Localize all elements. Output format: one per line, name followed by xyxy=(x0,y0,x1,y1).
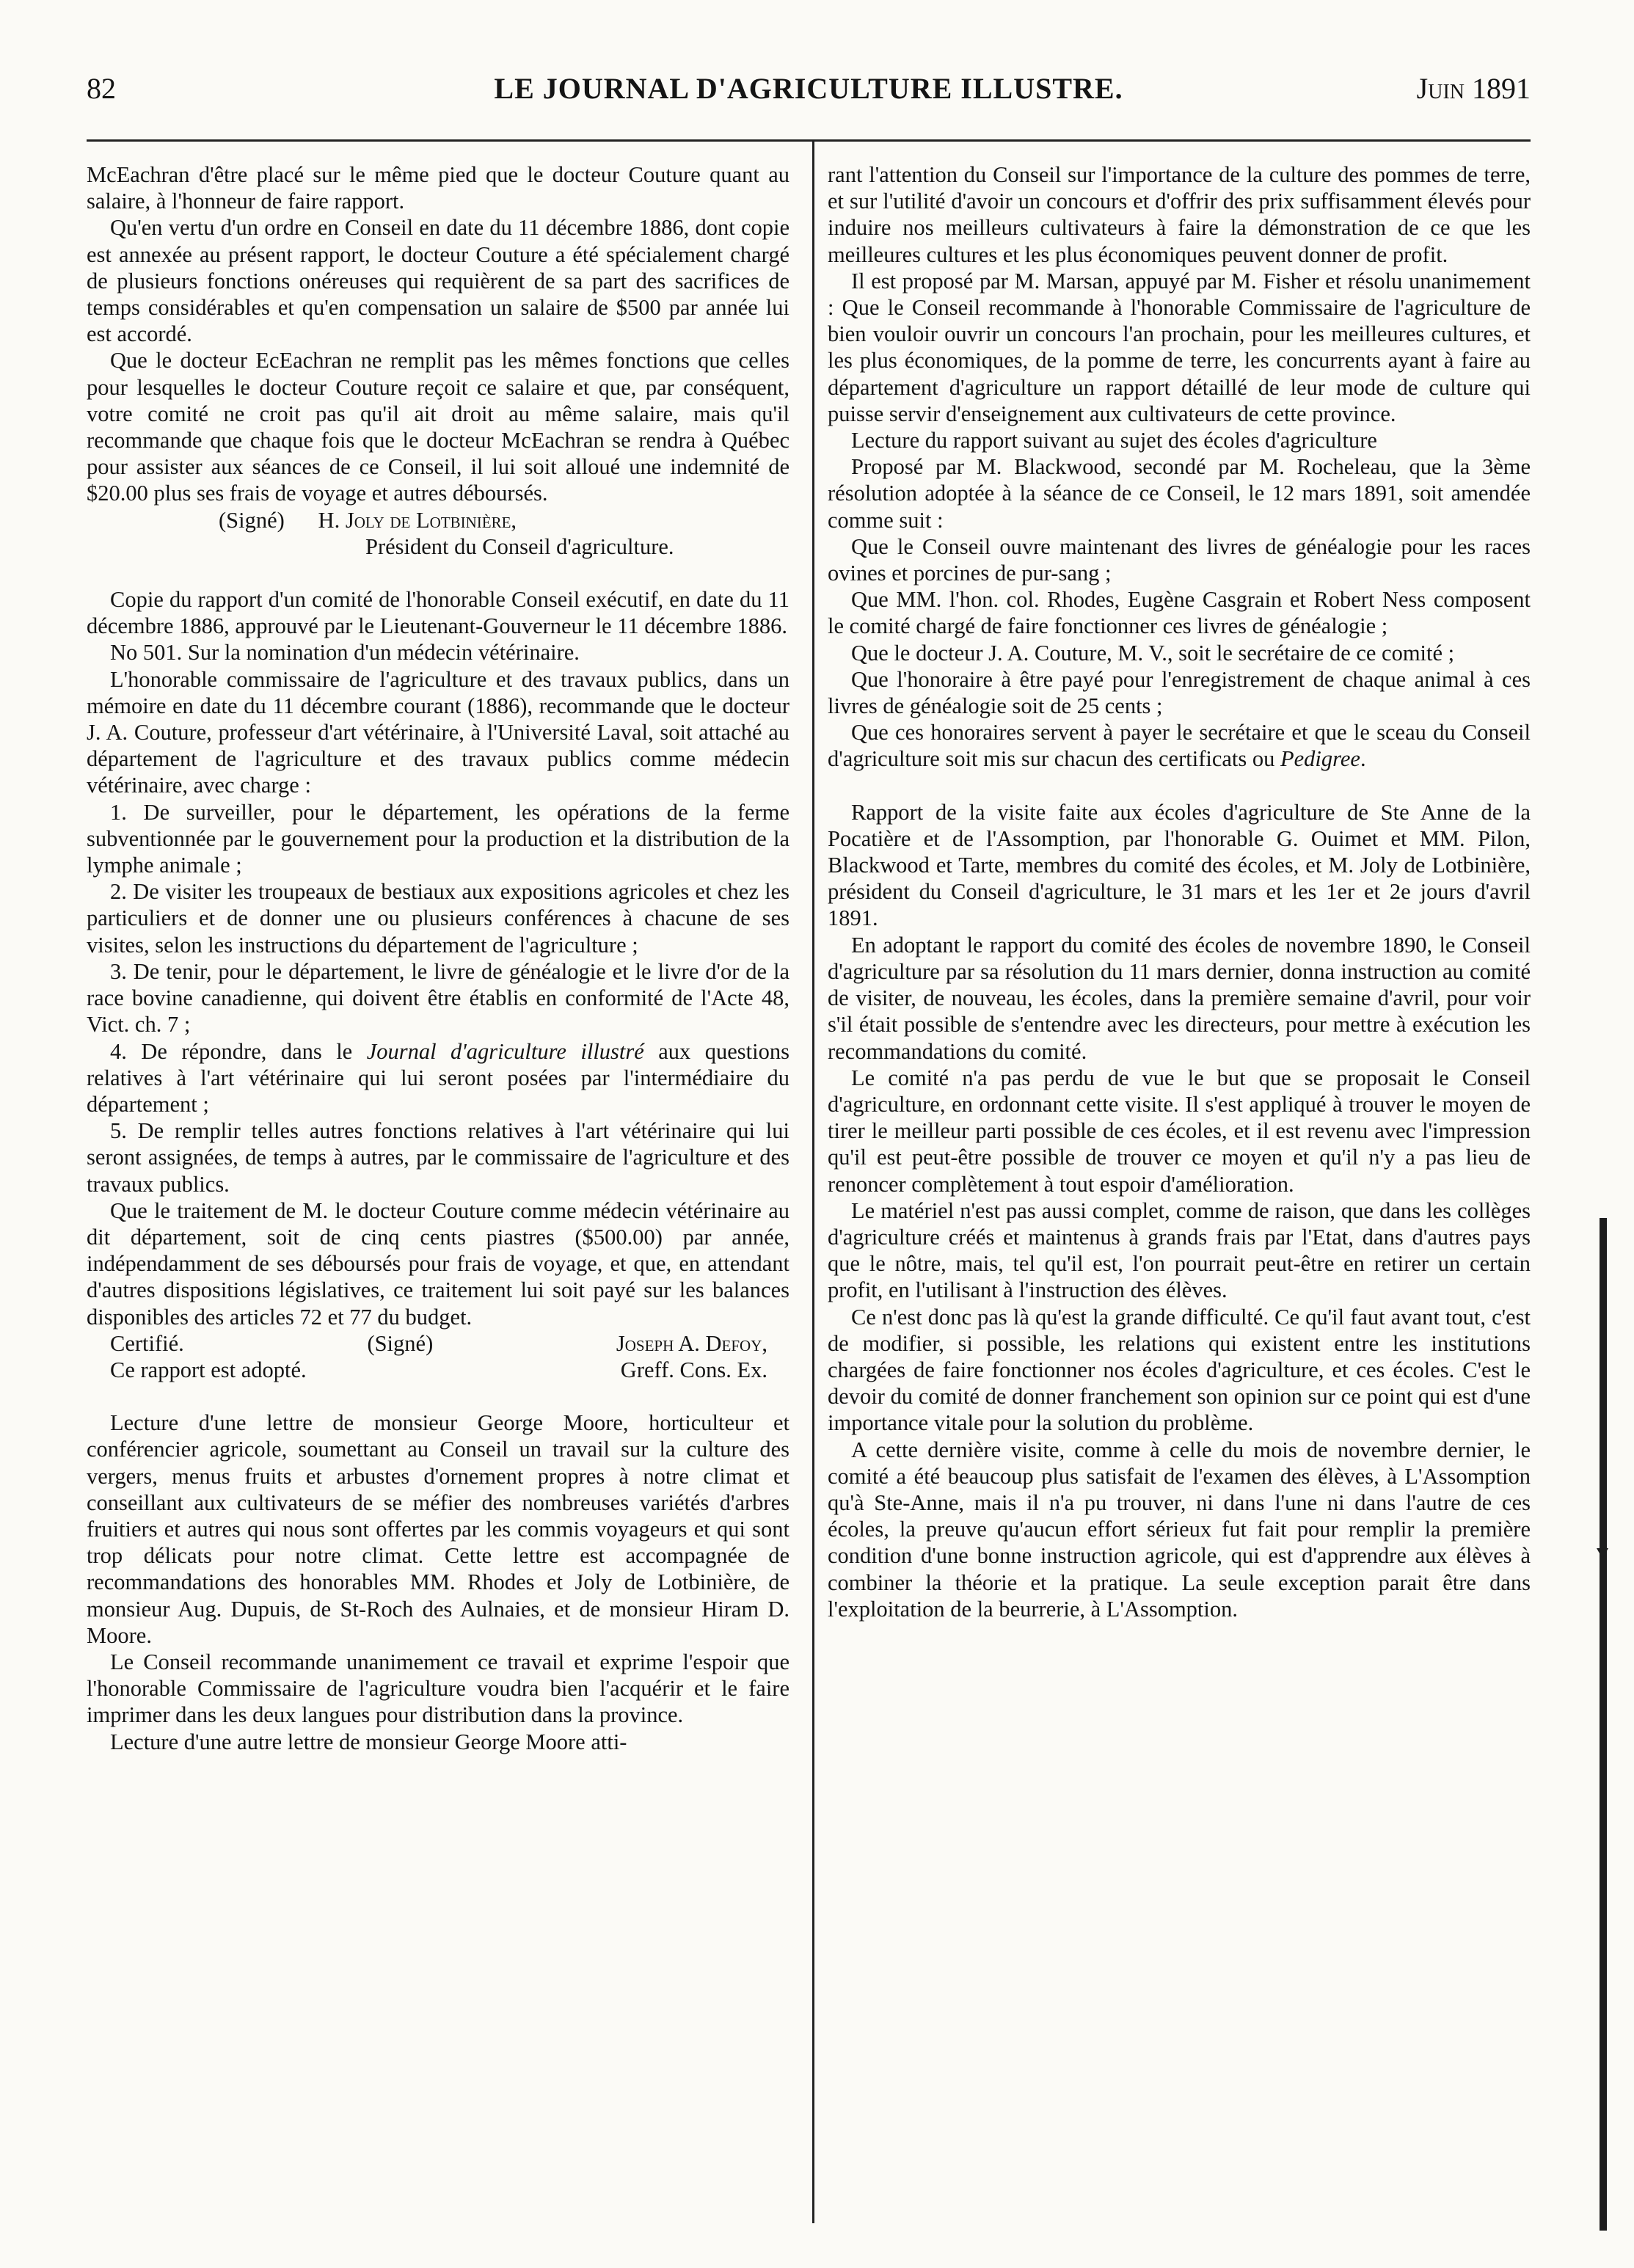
paragraph: McEachran d'être placé sur le même pied que le docteur Couture quant au salaire, à l'honneur de faire rapport. xyxy=(87,162,789,214)
paragraph: Que ces honoraires servent à payer le secrétaire et que le sceau du Conseil d'agriculture soit mis sur chacun des certificats ou Pedigree. xyxy=(828,720,1531,772)
paragraph: Qu'en vertu d'un ordre en Conseil en date du 11 décembre 1886, dont copie est annexée au présent rapport, le docteur Couture a été spécialement chargé de plusieurs fonctions onéreuses qui requièrent de sa part des sacrifices de temps considérables et qu'en compensation un salaire de $500 par année lui est accordé. xyxy=(87,215,789,347)
column-divider xyxy=(812,139,814,2223)
paragraph: rant l'attention du Conseil sur l'importance de la culture des pommes de terre, et sur l'utilité d'avoir un concours et d'offrir des prix suffisamment élevés pour induire nos meilleurs cultivateurs à faire la démonstration de ce que les meilleures cultures et les plus économiques peuvent donner de profit. xyxy=(828,162,1531,267)
paragraph: Le comité n'a pas perdu de vue le but que se proposait le Conseil d'agriculture, en ordonnant cette visite. Il s'est appliqué à trouver le moyen de tirer le meilleur parti possible de ces écoles, et il est revenu avec l'impression qu'il est peut-être possible de trouver ce moyen et qu'il n'y a pas lieu de renoncer complètement à tout espoir d'amélioration. xyxy=(828,1065,1531,1197)
paragraph: Ce n'est donc pas là qu'est la grande difficulté. Ce qu'il faut avant tout, c'est de modifier, si possible, les relations qui existent entre les institutions chargées de faire fonctionner nos écoles d'agriculture, et ces écoles. C'est le devoir du comité de donner franchement son opinion sur ce point qui est d'une importance vitale pour la solution du problème. xyxy=(828,1304,1531,1436)
journal-title: LE JOURNAL D'AGRICULTURE ILLUSTRE. xyxy=(494,72,1123,105)
paragraph: Que le Conseil ouvre maintenant des livres de généalogie pour les races ovines et porcines de pur-sang ; xyxy=(828,533,1531,586)
list-item: 5. De remplir telles autres fonctions relatives à l'art vétérinaire qui lui seront assignées, de temps à autres, par le commissaire de l'agriculture et des travaux publics. xyxy=(87,1118,789,1197)
pedigree-italic: Pedigree xyxy=(1280,746,1360,772)
paragraph: A cette dernière visite, comme à celle du mois de novembre dernier, le comité a été beaucoup plus satisfait de l'examen des élèves, à L'Assomption qu'à Ste-Anne, mais il n'a pu trouver, ni dans l'une ni dans l'autre de ces écoles, la preuve qu'aucun effort sérieux fut fait pour remplir la première condition d'une bonne instruction agricole, qui est d'apprendre aux élèves à combiner la théorie et la pratique. La seule exception parait être dans l'exploitation de la beurrerie, à L'Assomption. xyxy=(828,1437,1531,1622)
paragraph: Lecture d'une lettre de monsieur George Moore, horticulteur et conférencier agricole, soumettant au Conseil un travail sur la culture des vergers, menus fruits et arbustes d'ornement propres à notre climat et conseillant aux cultivateurs de se méfier des nombreuses variétés d'arbres fruitiers et autres qui nous sont offertes par les commis voyageurs et qui sont trop délicats pour notre climat. Cette lettre est accompagnée de recommandations des honorables MM. Rhodes et Joly de Lotbinière, de monsieur Aug. Dupuis, de St-Roch des Aulnaies, et de monsieur Hiram D. Moore. xyxy=(87,1410,789,1648)
signature-title: Président du Conseil d'agriculture. xyxy=(365,533,674,559)
paragraph: Proposé par M. Blackwood, secondé par M. Rocheleau, que la 3ème résolution adoptée à la séance de ce Conseil, le 12 mars 1891, soit amendée comme suit : xyxy=(828,454,1531,533)
paragraph: Que l'honoraire à être payé pour l'enregistrement de chaque animal à ces livres de généalogie soit de 25 cents ; xyxy=(828,666,1531,719)
header-rule xyxy=(87,139,1531,142)
signature-name: Joseph A. Defoy, xyxy=(616,1330,767,1356)
page-header xyxy=(87,63,1531,114)
adoption-line: Ce rapport est adopté. Greff. Cons. Ex. xyxy=(110,1357,767,1382)
paragraph: Lecture du rapport suivant au sujet des écoles d'agriculture xyxy=(851,428,1377,453)
list-item: 3. De tenir, pour le département, le livre de généalogie et le livre d'or de la race bovine canadienne, qui doivent être établis en conformité de l'Acte 48, Vict. ch. 7 ; xyxy=(87,958,789,1038)
right-column xyxy=(828,161,1531,1622)
paragraph: En adoptant le rapport du comité des écoles de novembre 1890, le Conseil d'agriculture par sa résolution du 11 mars dernier, donna instruction au comité de visiter, de nouveau, les écoles, dans la première semaine d'avril, pour voir s'il était possible de s'entendre avec les directeurs, pour mettre à exécution les recommandations du comité. xyxy=(828,932,1531,1064)
paragraph: Que le docteur J. A. Couture, M. V., soit le secrétaire de ce comité ; xyxy=(851,640,1455,666)
page-number: 82 xyxy=(87,72,116,105)
paragraph: Rapport de la visite faite aux écoles d'agriculture de Ste Anne de la Pocatière et de l'Assomption, par l'honorable G. Ouimet et MM. Pilon, Blackwood et Tarte, membres du comité des écoles, et M. Joly de Lotbinière, président du Conseil d'agriculture, le 31 mars et les 1er et 2e jours d'avril 1891. xyxy=(828,799,1531,931)
paragraph: L'honorable commissaire de l'agriculture et des travaux publics, dans un mémoire en date du 11 décembre courant (1886), recommande que le docteur J. A. Couture, professeur d'art vétérinaire, à l'Université Laval, soit attaché au département de l'agriculture et des travaux publics comme médecin vétérinaire, avec charge : xyxy=(87,666,789,798)
left-column xyxy=(87,161,789,1755)
paragraph: Il est proposé par M. Marsan, appuyé par M. Fisher et résolu unanimement : Que le Conseil recommande à l'honorable Commissaire de l'agriculture de bien vouloir ouvrir un concours l'an prochain, pour les meilleures cultures, et les plus économiques, de la pomme de terre, les concurrents ayant à faire au département d'agriculture un rapport détaillé de leur mode de culture qui puisse servir d'enseignement aux cultivateurs de cette province. xyxy=(828,268,1531,426)
list-item: 1. De surveiller, pour le département, les opérations de la ferme subventionnée par le gouvernement pour la production et la distribution de la lymphe animale ; xyxy=(87,799,789,878)
signature-block xyxy=(87,507,789,560)
paragraph: Que le docteur EcEachran ne remplit pas les mêmes fonctions que celles pour lesquelles le docteur Couture reçoit ce salaire et que, par conséquent, votre comité ne croit pas qu'il ait droit au même salaire, mais qu'il recommande que chaque fois que le docteur McEachran se rendra à Québec pour assister aux séances de ce Conseil, il lui soit alloué une indemnité de $20.00 plus ses frais de voyage et autres déboursés. xyxy=(87,348,789,506)
issue-date: Juin 1891 xyxy=(1416,72,1531,105)
signature-name: H. Joly de Lotbinière, xyxy=(318,507,517,533)
certification-line: Certifié. (Signé) Joseph A. Defoy, xyxy=(110,1330,767,1356)
scan-edge-mark xyxy=(1597,1548,1608,1558)
signature-prefix: (Signé) xyxy=(219,507,285,533)
paragraph: Lecture d'une autre lettre de monsieur George Moore atti- xyxy=(110,1729,627,1754)
paragraph: Le Conseil recommande unanimement ce travail et exprime l'espoir que l'honorable Commissaire de l'agriculture voudra bien l'acquérir et le faire imprimer dans les deux langues pour distribution dans la province. xyxy=(87,1649,789,1728)
list-item: 2. De visiter les troupeaux de bestiaux aux expositions agricoles et chez les particuliers et de donner une ou plusieurs conférences à chacune de ses visites, selon les instructions du département de l'agriculture ; xyxy=(87,879,789,958)
paragraph: Que MM. l'hon. col. Rhodes, Eugène Casgrain et Robert Ness composent le comité chargé de faire fonctionner ces livres de généalogie ; xyxy=(828,587,1531,639)
paragraph: Copie du rapport d'un comité de l'honorable Conseil exécutif, en date du 11 décembre 1886, approuvé par le Lieutenant-Gouverneur le 11 décembre 1886. xyxy=(87,587,789,639)
scan-edge-bar xyxy=(1600,1218,1607,2231)
list-item: 4. De répondre, dans le Journal d'agriculture illustré aux questions relatives à l'art vétérinaire qui lui seront posées par l'intermédiaire du département ; xyxy=(87,1038,789,1117)
paragraph: Que le traitement de M. le docteur Couture comme médecin vétérinaire au dit département, soit de cinq cents piastres ($500.00) par année, indépendamment de ses déboursés pour frais de voyage, et que, en attendant d'autres dispositions législatives, ce traitement lui soit payé sur les balances disponibles des articles 72 et 77 du budget. xyxy=(87,1197,789,1330)
paragraph: No 501. Sur la nomination d'un médecin vétérinaire. xyxy=(110,640,580,666)
journal-name-italic: Journal d'agriculture illustré xyxy=(366,1038,644,1064)
paragraph: Le matériel n'est pas aussi complet, comme de raison, que dans les collèges d'agriculture créés et maintenus à grands frais par l'Etat, dans d'autres pays que le nôtre, mais, tel qu'il est, l'on pourrait peut-être en retirer un certain profit, en l'utilisant à l'instruction des élèves. xyxy=(828,1197,1531,1303)
